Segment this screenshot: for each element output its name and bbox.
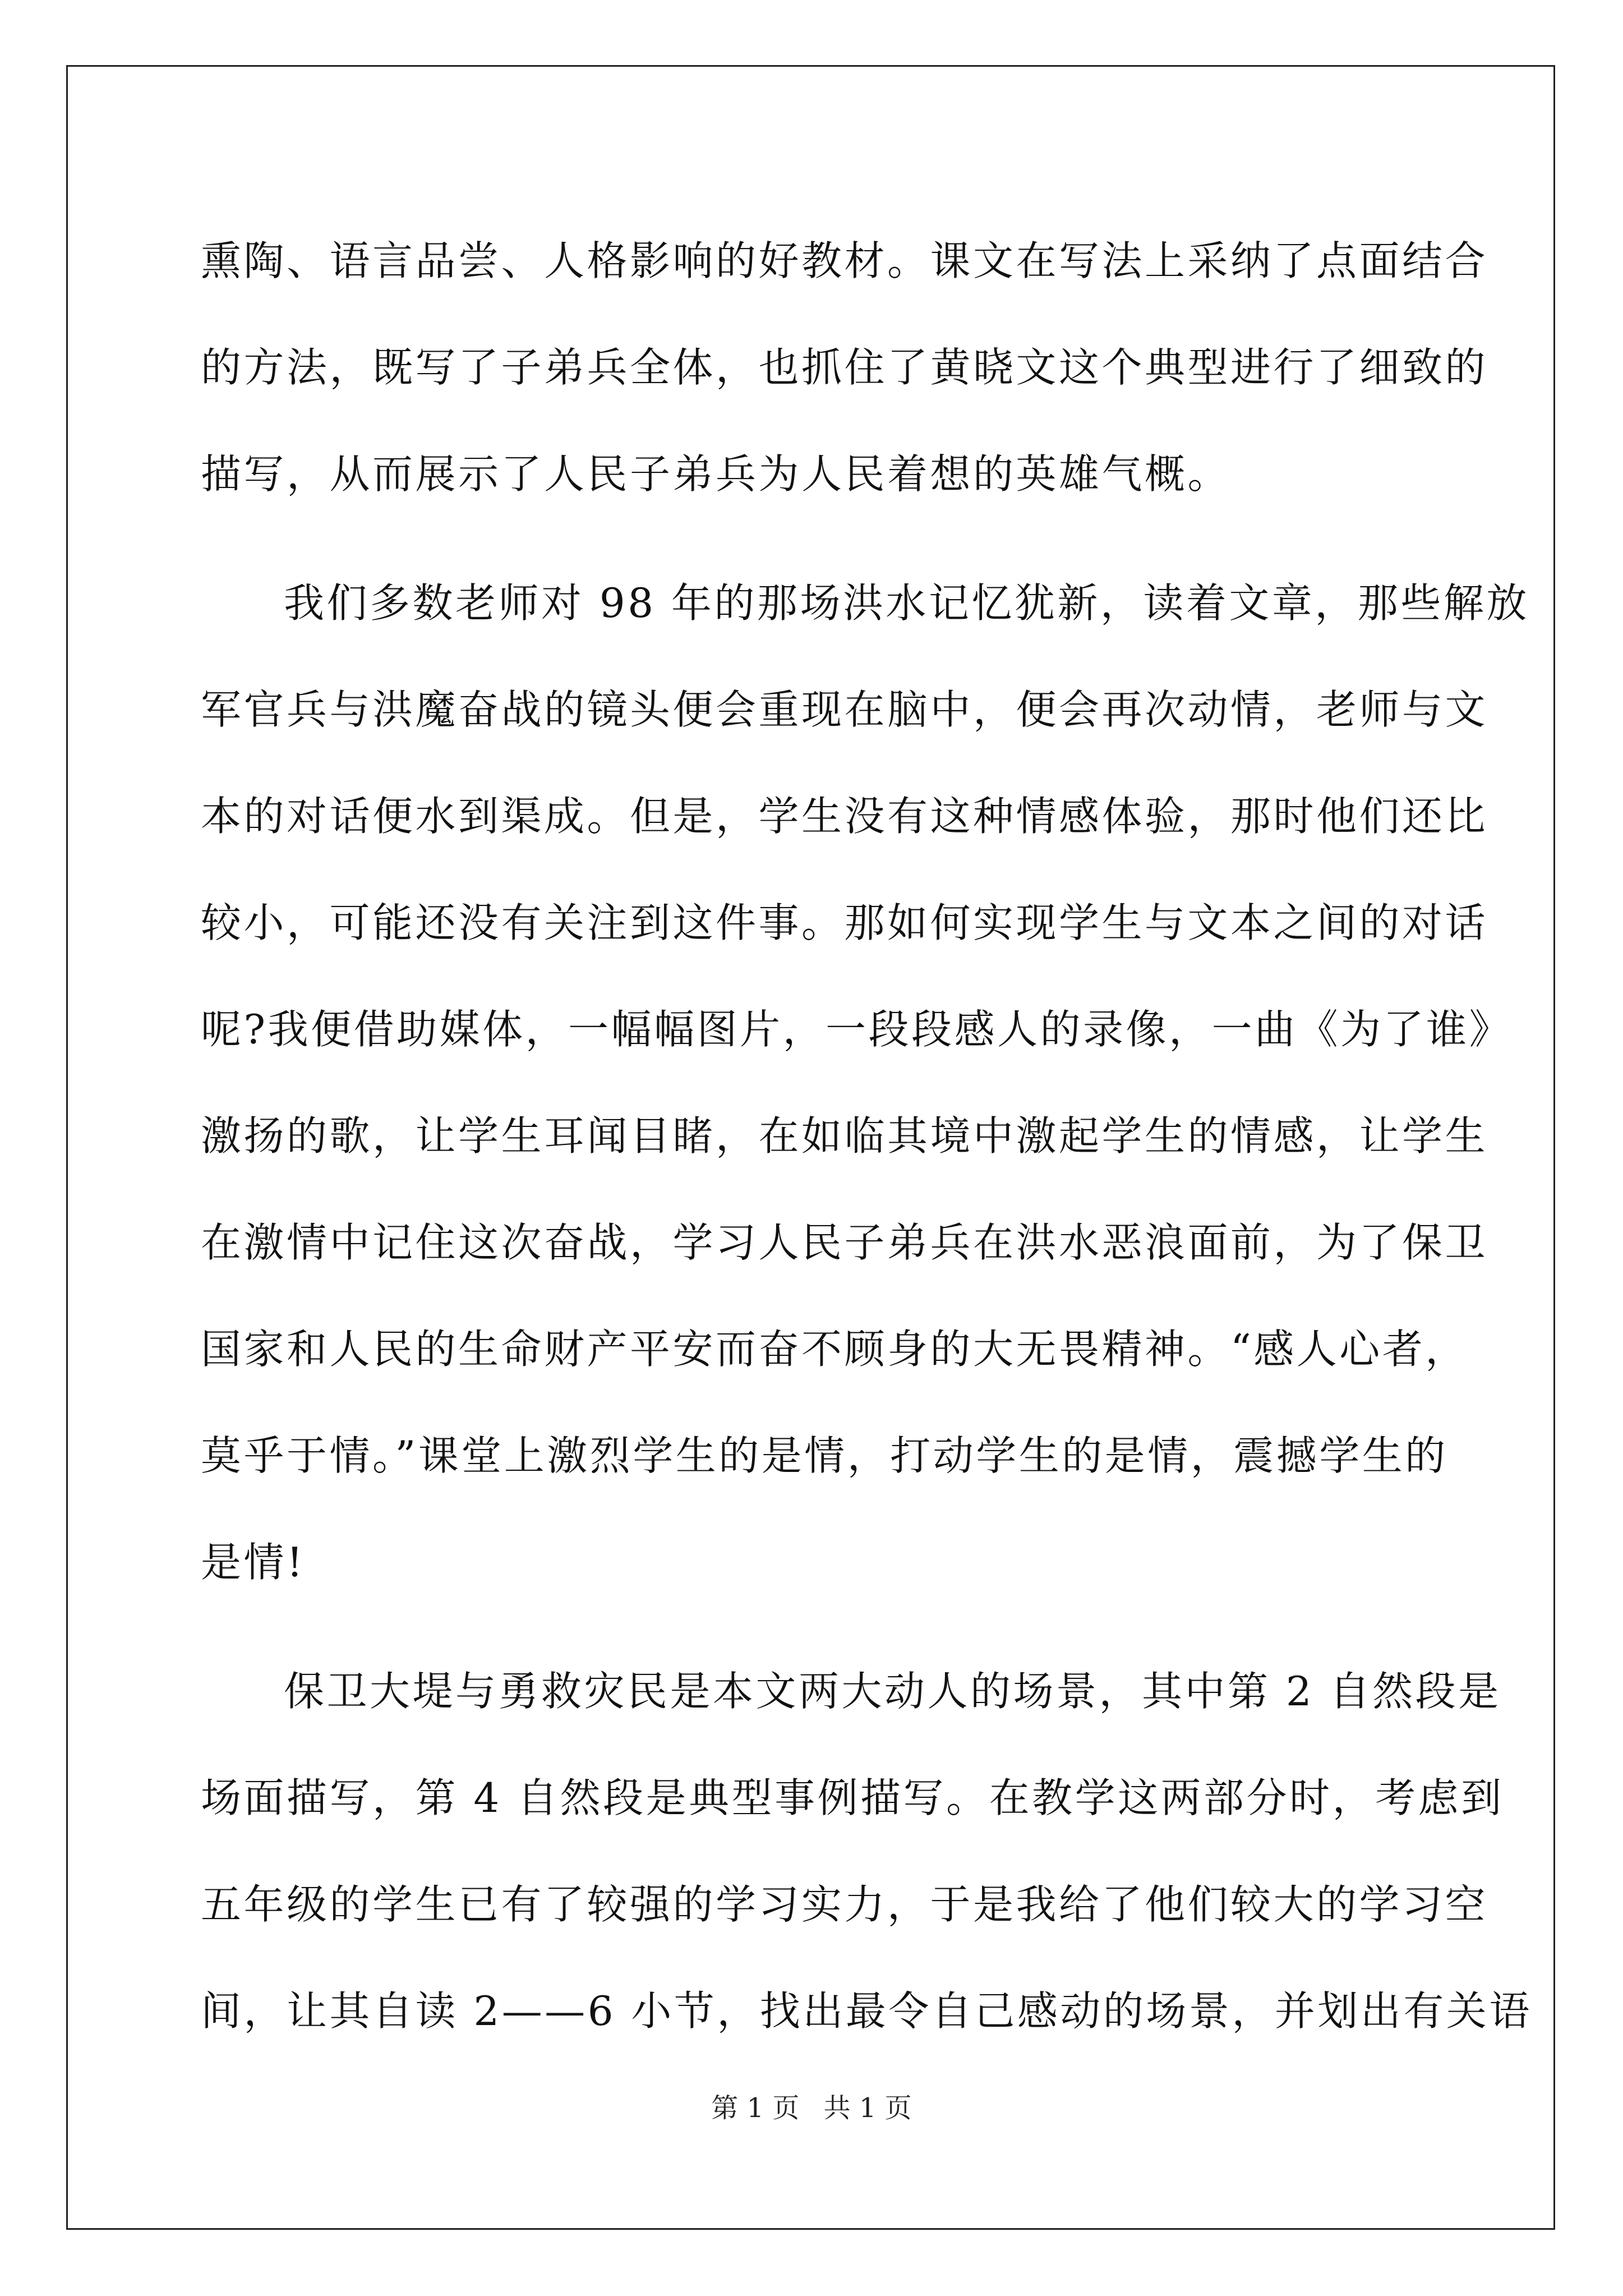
text-line: 我们多数老师对 98 年的那场洪水记忆犹新，读着文章，那些解放 bbox=[284, 579, 1529, 627]
text-line: 在激情中记住这次奋战，学习人民子弟兵在洪水恶浪面前，为了保卫 bbox=[201, 1219, 1488, 1266]
text-line: 本的对话便水到渠成。但是，学生没有这种情感体验，那时他们还比 bbox=[201, 793, 1488, 840]
text-line: 国家和人民的生命财产平安而奋不顾身的大无畏精神。“感人心者， bbox=[201, 1326, 1468, 1373]
text-line: 军官兵与洪魔奋战的镜头便会重现在脑中，便会再次动情，老师与文 bbox=[201, 686, 1488, 733]
text-line: 的方法，既写了子弟兵全体，也抓住了黄晓文这个典型进行了细致的 bbox=[201, 344, 1488, 391]
text-line: 激扬的歌，让学生耳闻目睹，在如临其境中激起学生的情感，让学生 bbox=[201, 1112, 1488, 1159]
text-line: 莫乎于情。”课堂上激烈学生的是情，打动学生的是情，震撼学生的 bbox=[201, 1432, 1448, 1479]
text-line: 描写，从而展示了人民子弟兵为人民着想的英雄气概。 bbox=[201, 450, 1231, 498]
text-line: 间，让其自读 2——6 小节，找出最令自己感动的场景，并划出有关语 bbox=[201, 1987, 1532, 2035]
text-line: 保卫大堤与勇救灾民是本文两大动人的场景，其中第 2 自然段是 bbox=[284, 1668, 1501, 1715]
paragraph-1 bbox=[201, 208, 1488, 527]
text-line: 场面描写，第 4 自然段是典型事例描写。在教学这两部分时，考虑到 bbox=[201, 1774, 1504, 1821]
text-line: 较小，可能还没有关注到这件事。那如何实现学生与文本之间的对话 bbox=[201, 899, 1488, 946]
page-total: 共 1 页 bbox=[823, 2092, 912, 2124]
document-body bbox=[201, 208, 1532, 2064]
text-line: 五年级的学生已有了较强的学习实力，于是我给了他们较大的学习空 bbox=[201, 1881, 1488, 1928]
paragraph-2 bbox=[201, 550, 1529, 1616]
page-number: 第 1 页 bbox=[711, 2092, 800, 2124]
paragraph-3 bbox=[201, 1638, 1532, 2064]
text-line: 是情! bbox=[201, 1539, 306, 1586]
page-footer bbox=[0, 2091, 1623, 2125]
text-line: 呢?我便借助媒体，一幅幅图片，一段段感人的录像，一曲《为了谁》 bbox=[201, 1006, 1513, 1053]
text-line: 熏陶、语言品尝、人格影响的好教材。课文在写法上采纳了点面结合 bbox=[201, 237, 1488, 284]
